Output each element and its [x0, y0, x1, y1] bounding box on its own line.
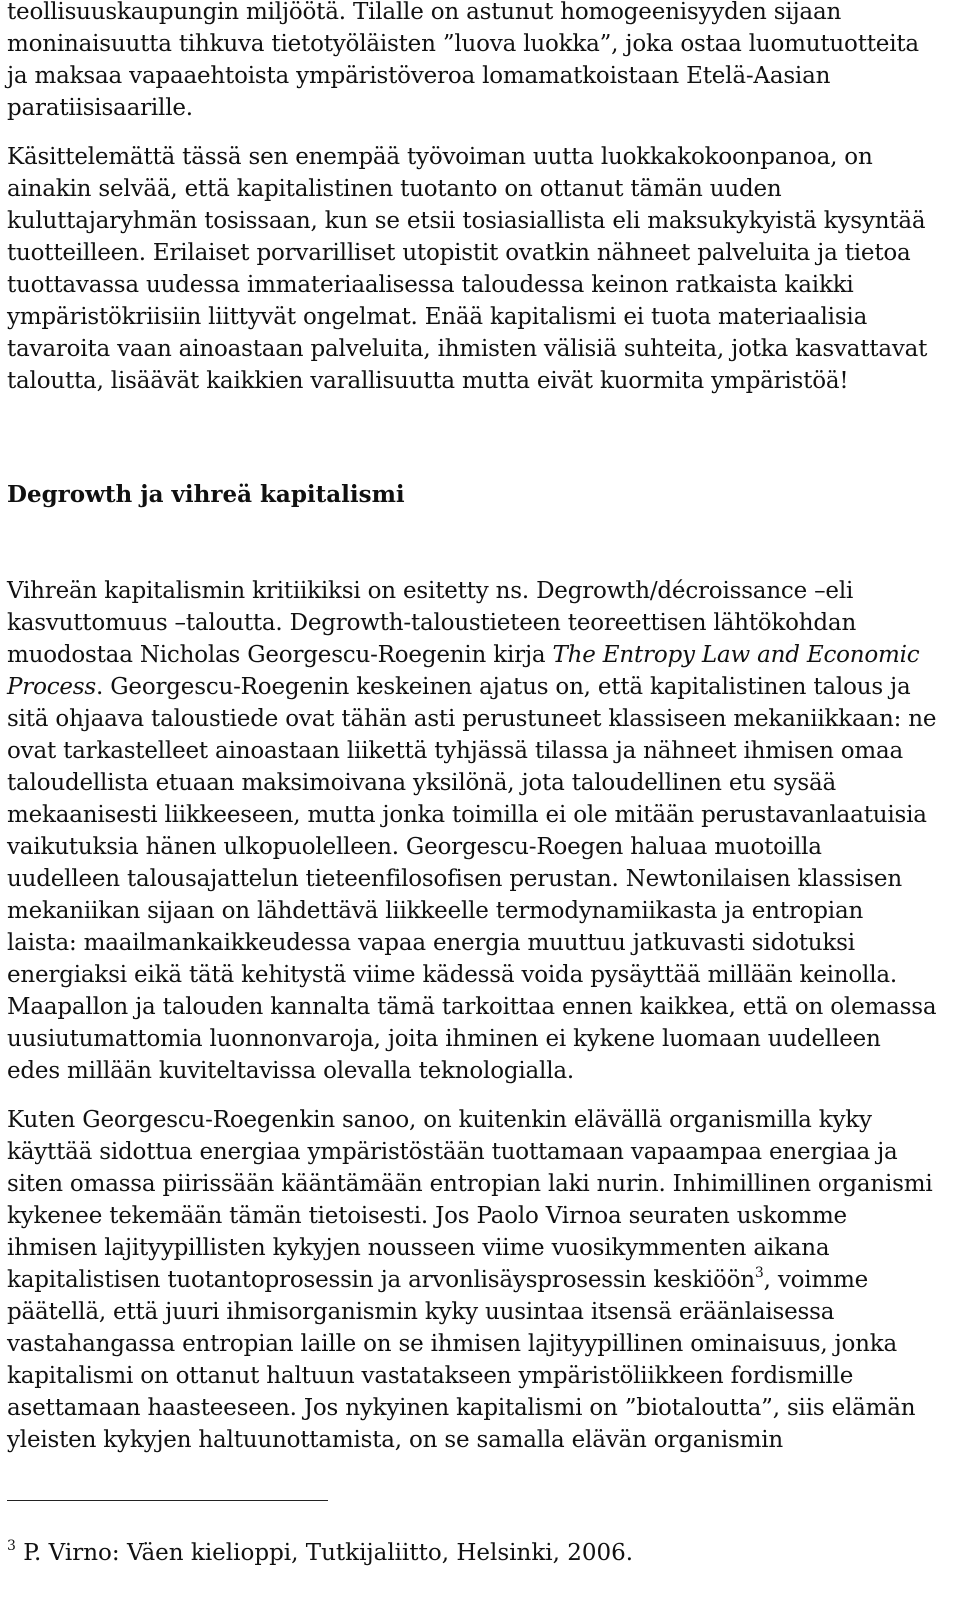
- text-line-with-title: [7, 671, 953, 703]
- text-line: sitä ohjaava taloustiede ovat tähän asti perustuneet klassiseen mekaniikkaan: ne: [7, 706, 937, 732]
- paragraph-living-organism: [7, 1104, 953, 1456]
- text-line: Käsittelemättä tässä sen enempää työvoiman uutta luokkakokoonpanoa, on: [7, 144, 873, 170]
- text-line: asettamaan haasteeseen. Jos nykyinen kapitalismi on ”biotaloutta”, siis elämän: [7, 1395, 916, 1421]
- footnote-text: P. Virno: Väen kielioppi, Tutkijaliitto, Helsinki, 2006.: [23, 1540, 634, 1566]
- text-line: Kuten Georgescu-Roegenkin sanoo, on kuitenkin elävällä organismilla kyky: [7, 1107, 872, 1133]
- text-line: paratiisisaarille.: [7, 95, 193, 121]
- intro-paragraph: [7, 0, 953, 124]
- text-line: käyttää sidottua energiaa ympäristöstään tuottamaan vapaampaa energiaa ja: [7, 1139, 898, 1165]
- text-line-with-footnote: [7, 1264, 953, 1296]
- book-title-part: Process: [7, 674, 97, 700]
- text-line: ainakin selvää, että kapitalistinen tuotanto on ottanut tämän uuden: [7, 176, 782, 202]
- text-line: laista: maailmankaikkeudessa vapaa energia muuttuu jatkuvasti sidotuksi: [7, 930, 855, 956]
- text-line: kuluttajaryhmän tosissaan, kun se etsii tosiasiallista eli maksukykyistä kysyntää: [7, 208, 926, 234]
- text-span: kapitalistisen tuotantoprosessin ja arvonlisäysprosessin keskiöön: [7, 1267, 755, 1293]
- text-line: tavaroita vaan ainoastaan palveluita, ihmisten välisiä suhteita, jotka kasvattavat: [7, 336, 928, 362]
- text-line: edes millään kuviteltavissa olevalla teknologialla.: [7, 1058, 574, 1084]
- text-line: ympäristökriisiin liittyvät ongelmat. Enää kapitalismi ei tuota materiaalisia: [7, 304, 868, 330]
- text-line: ovat tarkastelleet ainoastaan liikettä tyhjässä tilassa ja nähneet ihmisen omaa: [7, 738, 904, 764]
- text-line: vaikutuksia hänen ulkopuolelleen. Georgescu-Roegen haluaa muotoilla: [7, 834, 822, 860]
- text-line-with-title: [7, 639, 953, 671]
- text-line: uusiutumattomia luonnonvaroja, joita ihminen ei kykene luomaan uudelleen: [7, 1026, 881, 1052]
- text-line: mekaanisesti liikkeeseen, mutta jonka toimilla ei ole mitään perustavanlaatuisia: [7, 802, 927, 828]
- footnote-divider: [7, 1500, 328, 1501]
- text-line: vastahangassa entropian laille on se ihmisen lajityypillinen ominaisuus, jonka: [7, 1331, 897, 1357]
- paragraph-immaterial-economy: [7, 141, 953, 397]
- text-line: mekaniikan sijaan on lähdettävä liikkeelle termodynamiikasta ja entropian: [7, 898, 864, 924]
- footnote-marker[interactable]: 3: [754, 1265, 764, 1282]
- paragraph-degrowth: [7, 575, 953, 1087]
- footnote: [7, 1537, 633, 1569]
- footnote-number: 3: [7, 1538, 16, 1555]
- text-line: kasvuttomuus –taloutta. Degrowth-taloustieteen teoreettisen lähtökohdan: [7, 610, 857, 636]
- text-line: ja maksaa vapaaehtoista ympäristöveroa lomamatkoistaan Etelä-Aasian: [7, 63, 831, 89]
- text-line: uudelleen talousajattelun tieteenfilosofisen perustan. Newtonilaisen klassisen: [7, 866, 902, 892]
- text-line: tuottavassa uudessa immateriaalisessa taloudessa keinon ratkaista kaikki: [7, 272, 854, 298]
- text-line: teollisuuskaupungin miljöötä. Tilalle on astunut homogeenisyyden sijaan: [7, 0, 842, 25]
- text-line: moninaisuutta tihkuva tietotyöläisten ”luova luokka”, joka ostaa luomutuotteita: [7, 31, 919, 57]
- text-line: kykenee tekemään tämän tietoisesti. Jos Paolo Virnoa seuraten uskomme: [7, 1203, 847, 1229]
- text-line: yleisten kykyjen haltuunottamista, on se samalla elävän organismin: [7, 1427, 783, 1453]
- text-line: päätellä, että juuri ihmisorganismin kyky uusintaa itsensä eräänlaisessa: [7, 1299, 835, 1325]
- text-line: taloudellista etuaan maksimoivana yksilönä, jota taloudellinen etu sysää: [7, 770, 837, 796]
- text-line: Vihreän kapitalismin kritiikiksi on esitetty ns. Degrowth/décroissance –eli: [7, 578, 854, 604]
- text-line: Maapallon ja talouden kannalta tämä tarkoittaa ennen kaikkea, että on olemassa: [7, 994, 937, 1020]
- text-line: kapitalismi on ottanut haltuun vastatakseen ympäristöliikkeen fordismille: [7, 1363, 854, 1389]
- document-page: [7, 0, 953, 1456]
- text-span: muodostaa Nicholas Georgescu-Roegenin kirja: [7, 642, 553, 668]
- text-line: ihmisen lajityypillisten kykyjen nousseen viime vuosikymmenten aikana: [7, 1235, 830, 1261]
- book-title-part: The Entropy Law and Economic: [552, 642, 920, 668]
- text-line: siten omassa piirissään kääntämään entropian laki nurin. Inhimillinen organismi: [7, 1171, 933, 1197]
- text-line: energiaksi eikä tätä kehitystä viime kädessä voida pysäyttää millään keinolla.: [7, 962, 897, 988]
- text-line: tuotteilleen. Erilaiset porvarilliset utopistit ovatkin nähneet palveluita ja tietoa: [7, 240, 911, 266]
- text-line: taloutta, lisäävät kaikkien varallisuutta mutta eivät kuormita ympäristöä!: [7, 368, 849, 394]
- section-heading: Degrowth ja vihreä kapitalismi: [7, 481, 405, 508]
- text-span: . Georgescu-Roegenin keskeinen ajatus on, että kapitalistinen talous ja: [96, 674, 911, 700]
- text-span: , voimme: [763, 1267, 869, 1293]
